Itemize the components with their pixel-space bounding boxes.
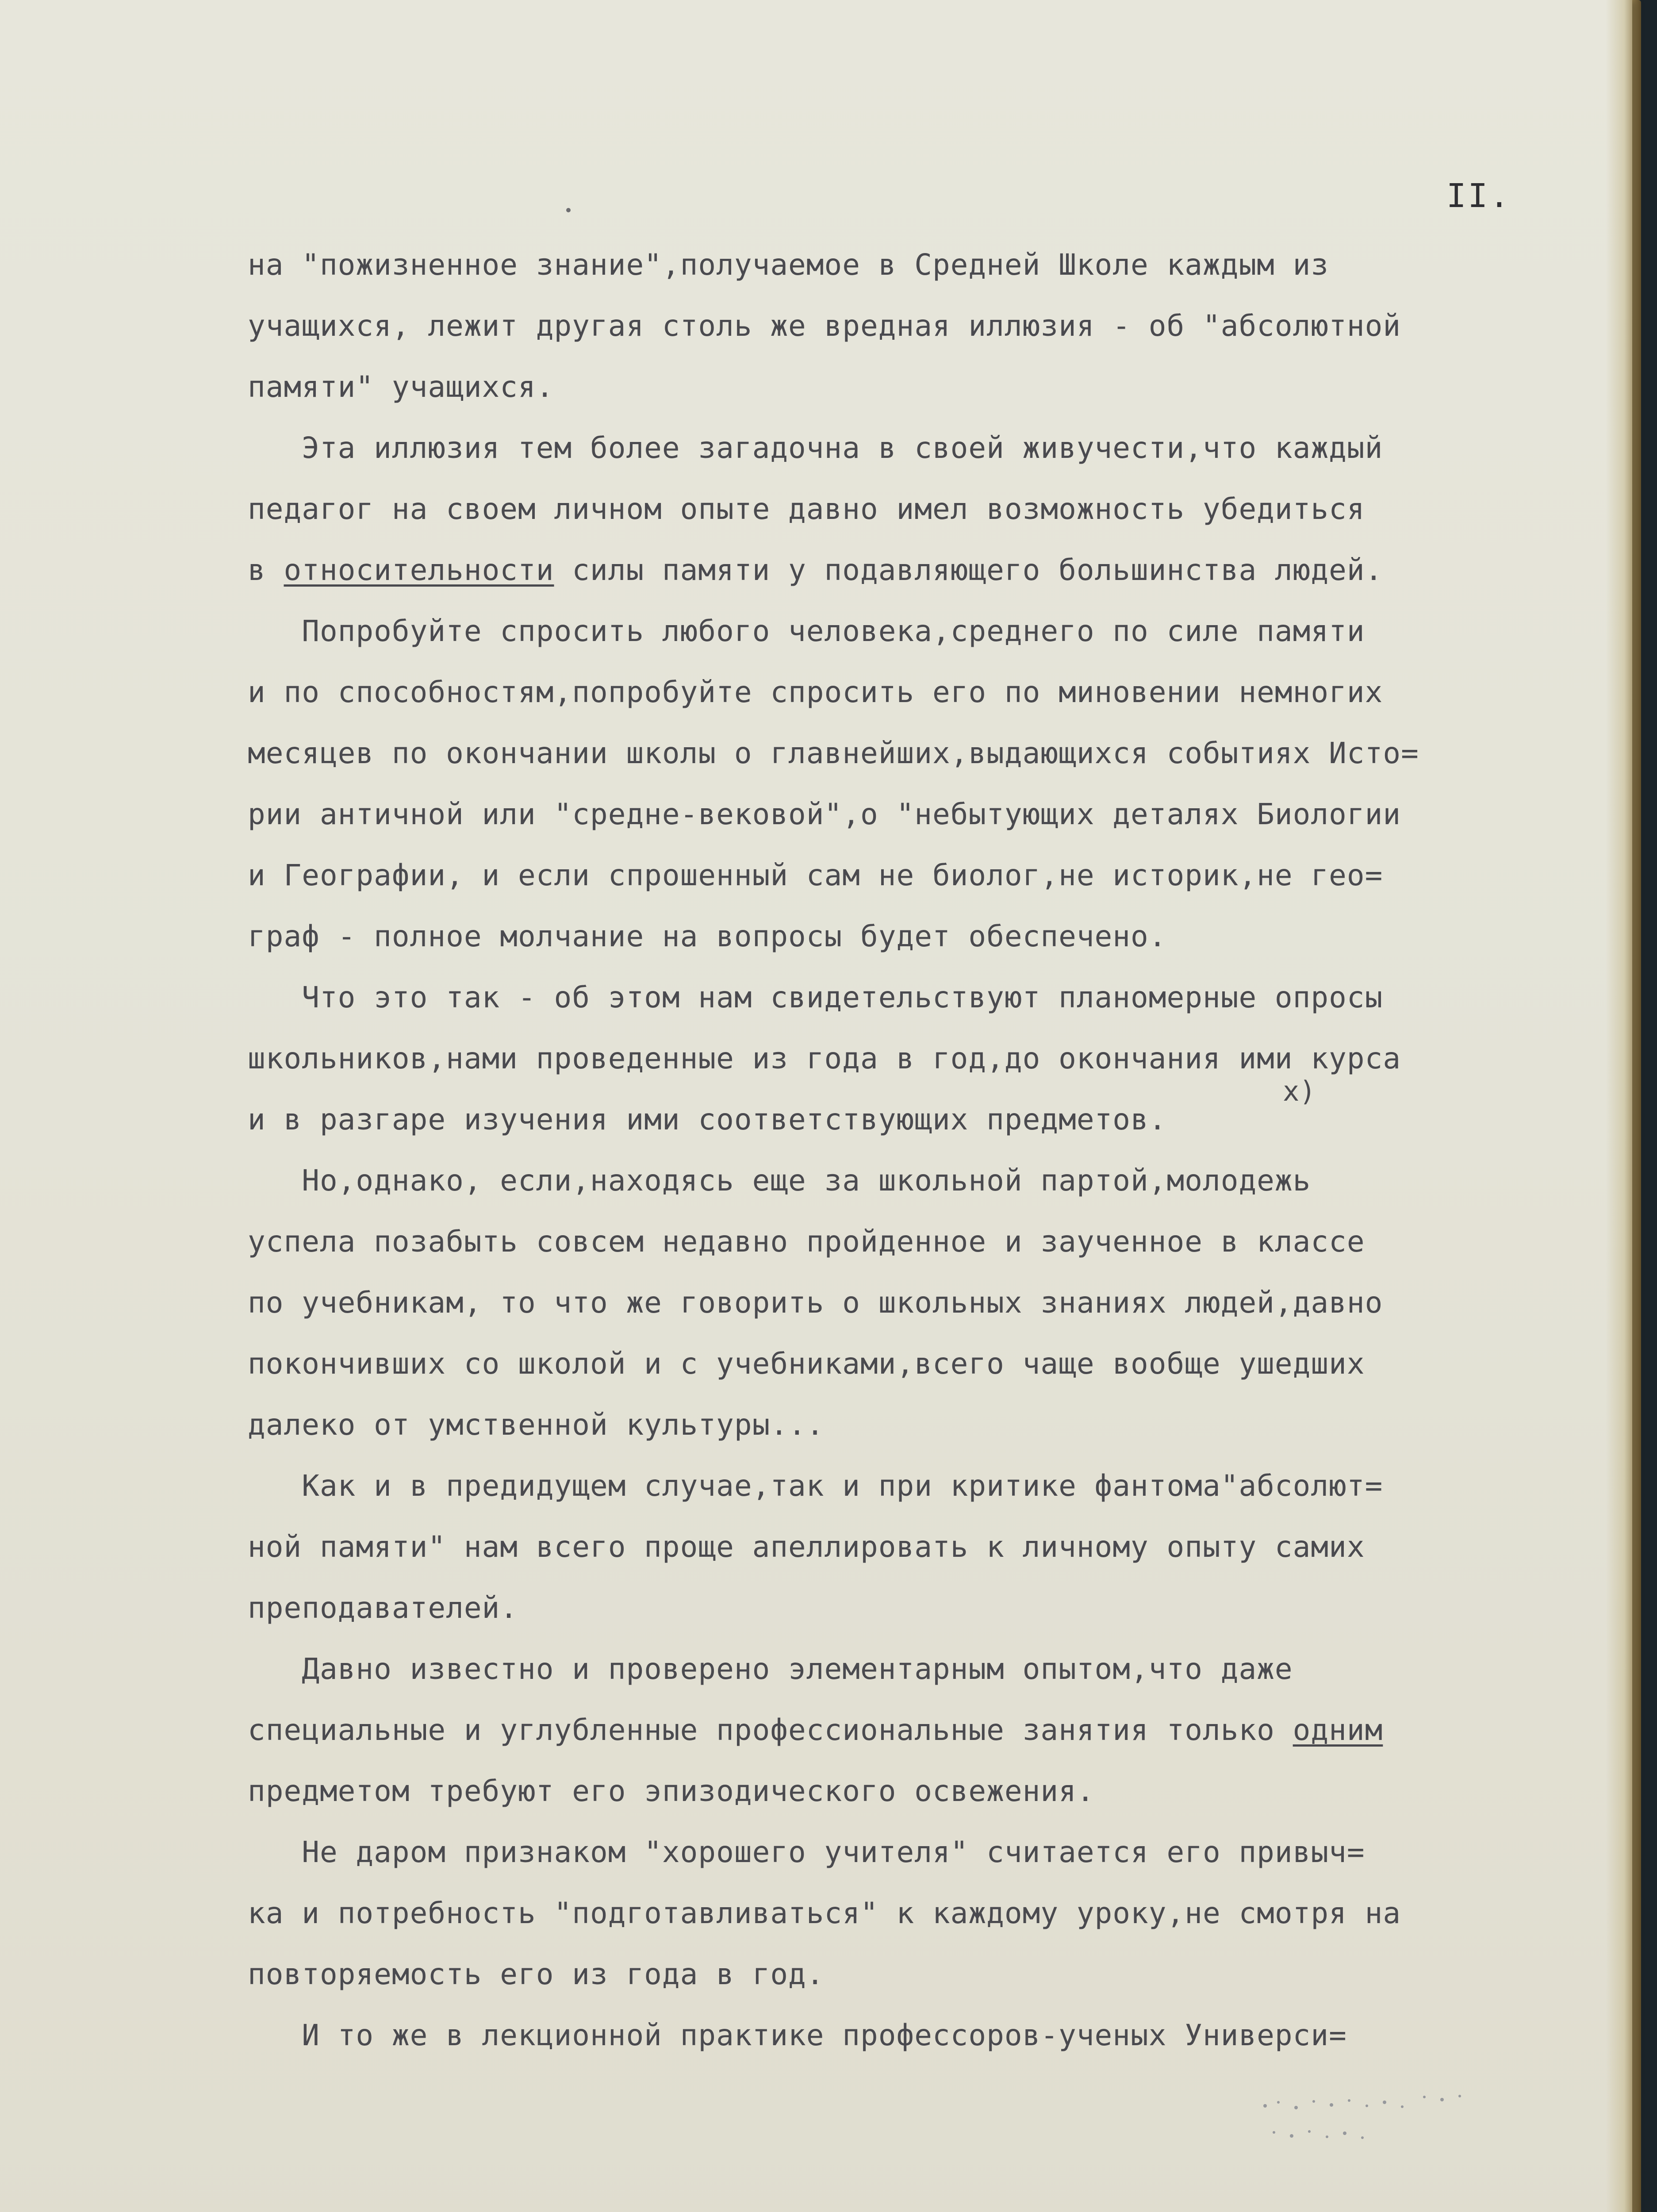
text-line xyxy=(248,1517,1522,1578)
text-line xyxy=(248,784,1522,845)
text-line xyxy=(248,1028,1522,1089)
text-line-segment: граф - полное молчание на вопросы будет обеспечено. xyxy=(248,919,1167,953)
text-line xyxy=(248,1883,1522,1944)
text-line xyxy=(248,357,1522,418)
text-line xyxy=(248,1700,1522,1761)
text-line-segment: памяти" учащихся. xyxy=(248,370,554,404)
text-line-segment: Давно известно и проверено элементарным опытом,что даже xyxy=(248,1652,1293,1686)
text-line-segment: ка и потребность "подготавливаться" к каждому уроку,не смотря на xyxy=(248,1896,1401,1930)
text-line xyxy=(248,1455,1522,1517)
text-line xyxy=(248,2005,1522,2066)
text-line-segment: Но,однако, если,находясь еще за школьной партой,молодежь xyxy=(248,1164,1311,1198)
text-line-segment: силы памяти у подавляющего большинства людей. xyxy=(554,553,1383,587)
underlined-word: относительности xyxy=(284,553,554,587)
text-line xyxy=(248,234,1522,296)
text-line xyxy=(248,296,1522,357)
ink-dot xyxy=(566,208,571,212)
page-number: II. xyxy=(1446,177,1511,215)
text-line xyxy=(248,1333,1522,1394)
text-line xyxy=(248,1639,1522,1700)
text-line xyxy=(248,1394,1522,1455)
text-line-segment: Попробуйте спросить любого человека,среднего по силе памяти xyxy=(248,614,1365,648)
text-line xyxy=(248,540,1522,601)
text-line xyxy=(248,1089,1522,1150)
faded-stamp-mark xyxy=(1247,2079,1477,2168)
text-line-segment: в xyxy=(248,553,284,587)
text-line-segment: месяцев по окончании школы о главнейших,выдающихся событиях Исто= xyxy=(248,736,1419,770)
text-line xyxy=(248,845,1522,906)
text-line xyxy=(248,1272,1522,1333)
text-line xyxy=(248,967,1522,1028)
text-line-segment: и в разгаре изучения ими соответствующих предметов. xyxy=(248,1102,1167,1137)
text-line-segment: И то же в лекционной практике профессоров-ученых Универси= xyxy=(248,2018,1347,2052)
text-line-segment: далеко от умственной культуры... xyxy=(248,1408,825,1442)
underlined-word: одним xyxy=(1293,1713,1383,1747)
text-line-segment: школьников,нами проведенные из года в год,до окончания ими курса xyxy=(248,1041,1401,1075)
text-line xyxy=(248,601,1522,662)
text-line-segment: специальные и углубленные профессиональные занятия только xyxy=(248,1713,1293,1747)
text-line xyxy=(248,662,1522,723)
text-line xyxy=(248,479,1522,540)
text-line-segment: Не даром признаком "хорошего учителя" считается его привыч= xyxy=(248,1835,1365,1869)
text-line-segment: ной памяти" нам всего проще апеллировать к личному опыту самих xyxy=(248,1530,1365,1564)
text-line xyxy=(248,1944,1522,2005)
text-line-segment: преподавателей. xyxy=(248,1591,518,1625)
text-line-segment: и Географии, и если спрошенный сам не биолог,не историк,не гео= xyxy=(248,858,1383,892)
text-line xyxy=(248,1150,1522,1211)
text-line-segment: учащихся, лежит другая столь же вредная иллюзия - об "абсолютной xyxy=(248,309,1401,343)
text-line xyxy=(248,1211,1522,1272)
text-line-segment: Эта иллюзия тем более загадочна в своей живучести,что каждый xyxy=(248,431,1383,465)
text-line-segment: на "пожизненное знание",получаемое в Средней Школе каждым из xyxy=(248,248,1329,282)
text-line xyxy=(248,1578,1522,1639)
text-line-segment: Как и в предидущем случае,так и при критике фантома"абсолют= xyxy=(248,1469,1383,1503)
text-line-segment: успела позабыть совсем недавно пройденное и заученное в классе xyxy=(248,1225,1365,1259)
text-line xyxy=(248,906,1522,967)
text-line-segment: Что это так - об этом нам свидетельствуют планомерные опросы xyxy=(248,980,1383,1014)
text-line-segment: рии античной или "средне-вековой",о "небытующих деталях Биологии xyxy=(248,797,1401,831)
page-edge-wear xyxy=(1606,0,1632,2212)
text-line xyxy=(248,1822,1522,1883)
body-text xyxy=(248,234,1522,2066)
text-line xyxy=(248,723,1522,784)
text-line-segment: предметом требуют его эпизодического освежения. xyxy=(248,1774,1095,1808)
text-line-segment: педагог на своем личном опыте давно имел возможность убедиться xyxy=(248,492,1365,526)
text-line-segment: по учебникам, то что же говорить о школьных знаниях людей,давно xyxy=(248,1286,1383,1320)
text-line-segment: повторяемость его из года в год. xyxy=(248,1957,825,1991)
text-line-segment: покончивших со школой и с учебниками,всего чаще вообще ушедших xyxy=(248,1347,1365,1381)
text-line xyxy=(248,1761,1522,1822)
text-line-segment: и по способностям,попробуйте спросить его по миновении немногих xyxy=(248,675,1383,709)
text-line xyxy=(248,418,1522,479)
footnote-marker: x) xyxy=(1283,1075,1316,1107)
